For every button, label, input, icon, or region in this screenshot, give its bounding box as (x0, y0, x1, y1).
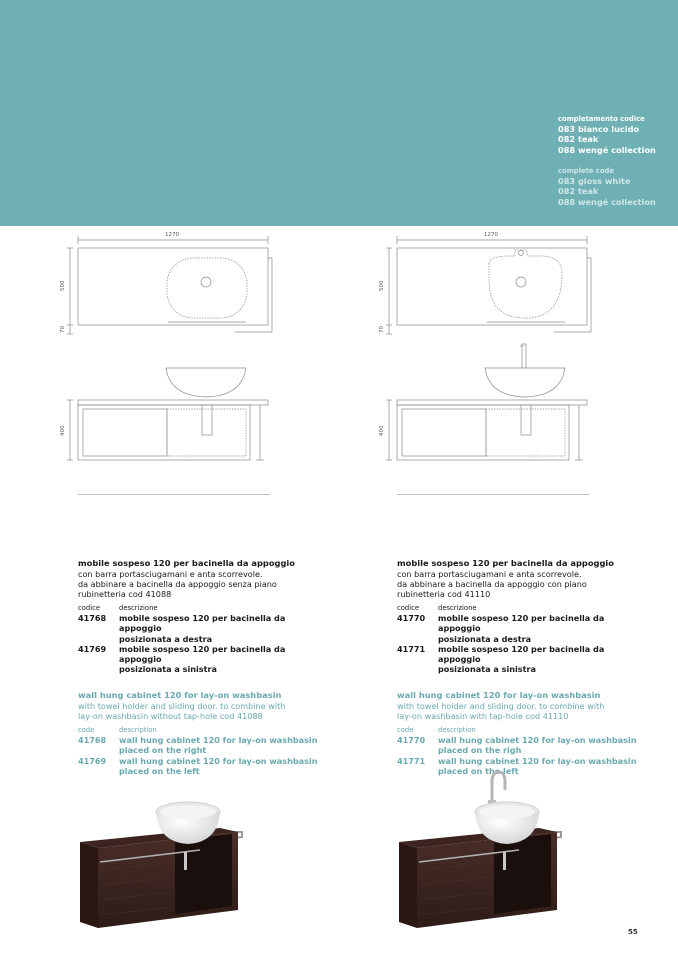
row-desc: wall hung cabinet 120 for lay-on washbasin (438, 755, 637, 766)
table-header (397, 726, 647, 735)
code-column-header: code (78, 726, 95, 735)
product-title-en: wall hung cabinet 120 for lay-on washbasin (78, 690, 282, 701)
table-row (78, 613, 328, 644)
dimension-width-label: 1270 (165, 232, 179, 238)
table-row (78, 644, 328, 675)
row-desc: posizionata a destra (119, 633, 213, 644)
table-row (78, 756, 328, 776)
table-header (397, 604, 647, 613)
product-desc-line: da abbinare a bacinella da appoggio con piano (397, 578, 587, 589)
product-desc-line: con barra portasciugamani e anta scorrevole. (397, 568, 582, 579)
product-code: 41771 (397, 643, 426, 654)
row-desc: mobile sospeso 120 per bacinella da appoggio (119, 643, 286, 664)
tap-front-view (522, 344, 526, 368)
code-item: 083 bianco lucido (558, 124, 640, 135)
code-item: 088 wengé collection (558, 196, 656, 207)
product-title-en: wall hung cabinet 120 for lay-on washbasin (397, 690, 601, 701)
product-desc-line: with towel holder and sliding door. to combine with (397, 700, 605, 711)
header-band (0, 0, 678, 226)
cabinet-front-view (397, 405, 569, 460)
product-desc-line: lay-on washbasin with tap-hole cod 41110 (397, 711, 569, 722)
row-desc: wall hung cabinet 120 for lay-on washbasin (119, 735, 318, 746)
codes-english (558, 166, 656, 207)
dimension-height-label: 400 (60, 425, 66, 436)
technical-drawing-right (369, 226, 599, 476)
code-item: 082 teak (558, 134, 599, 145)
desc-column-header: description (438, 726, 476, 735)
row-desc: wall hung cabinet 120 for lay-on washbasin (438, 735, 637, 746)
codes-heading: complete code (558, 167, 614, 175)
row-desc: posizionata a destra (438, 633, 532, 644)
dimension-rail-label: 70 (379, 326, 385, 333)
product-code: 41769 (78, 643, 107, 654)
code-item: 083 gloss white (558, 176, 631, 187)
code-item: 082 teak (558, 186, 599, 197)
basin-front-view (166, 368, 246, 397)
row-desc: mobile sospeso 120 per bacinella da appoggio (438, 613, 605, 634)
dimension-height-label: 400 (379, 425, 385, 436)
row-desc: mobile sospeso 120 per bacinella da appoggio (438, 643, 605, 664)
desc-column-header: description (119, 726, 157, 735)
basin-top-view (167, 258, 247, 318)
code-column-header: code (397, 726, 414, 735)
table-row (397, 644, 647, 675)
table-row (397, 613, 647, 644)
product-code: 41768 (78, 613, 107, 624)
basin-front-view (485, 368, 565, 397)
table-header (78, 726, 328, 735)
dimension-width-label: 1270 (484, 232, 498, 238)
row-desc: placed on the right (119, 745, 207, 756)
divider-line (397, 494, 589, 495)
codes-italian (558, 114, 656, 155)
code-column-header: codice (397, 604, 420, 613)
page-number: 55 (628, 928, 638, 936)
dimension-depth-label: 500 (60, 280, 66, 291)
product-desc-line: rubinetteria cod 41088 (78, 588, 172, 599)
cabinet-front-view (78, 405, 250, 460)
codes-heading: completamento codice (558, 115, 645, 123)
product-code: 41770 (397, 735, 426, 746)
product-desc-line: da abbinare a bacinella da appoggio senza piano (78, 578, 277, 589)
product-info-left (78, 558, 328, 776)
product-desc-line: rubinetteria cod 41110 (397, 588, 491, 599)
top-view-counter (397, 248, 587, 325)
row-desc: placed on the left (438, 765, 519, 776)
table-row (397, 735, 647, 755)
top-view-counter (78, 248, 268, 325)
product-photo-left (60, 790, 310, 930)
product-code: 41768 (78, 735, 107, 746)
desc-column-header: descrizione (119, 604, 158, 613)
dimension-depth-label: 500 (379, 280, 385, 291)
product-info-en (78, 690, 328, 776)
product-title-it: mobile sospeso 120 per bacinella da appoggio (397, 558, 614, 568)
row-desc: placed on the left (119, 765, 200, 776)
product-code: 41769 (78, 755, 107, 766)
dimension-rail-label: 70 (60, 326, 66, 333)
product-title-it: mobile sospeso 120 per bacinella da appoggio (78, 558, 295, 568)
product-code: 41770 (397, 613, 426, 624)
table-header (78, 604, 328, 613)
product-photo-right (379, 762, 629, 930)
row-desc: wall hung cabinet 120 for lay-on washbasin (119, 755, 318, 766)
product-desc-line: con barra portasciugamani e anta scorrevole. (78, 568, 263, 579)
code-column-header: codice (78, 604, 101, 613)
product-code: 41771 (397, 755, 426, 766)
code-item: 088 wengé collection (558, 144, 656, 155)
desc-column-header: descrizione (438, 604, 477, 613)
product-info-right (397, 558, 647, 776)
divider-line (78, 494, 270, 495)
technical-drawing-left (50, 226, 280, 476)
table-row (78, 735, 328, 755)
row-desc: posizionata a sinistra (119, 664, 217, 675)
product-desc-line: lay-on washbasin without tap-hole cod 41088 (78, 711, 263, 722)
row-desc: placed on the righ (438, 745, 522, 756)
product-desc-line: with towel holder and sliding door. to combine with (78, 700, 286, 711)
row-desc: mobile sospeso 120 per bacinella da appoggio (119, 613, 286, 634)
row-desc: posizionata a sinistra (438, 664, 536, 675)
